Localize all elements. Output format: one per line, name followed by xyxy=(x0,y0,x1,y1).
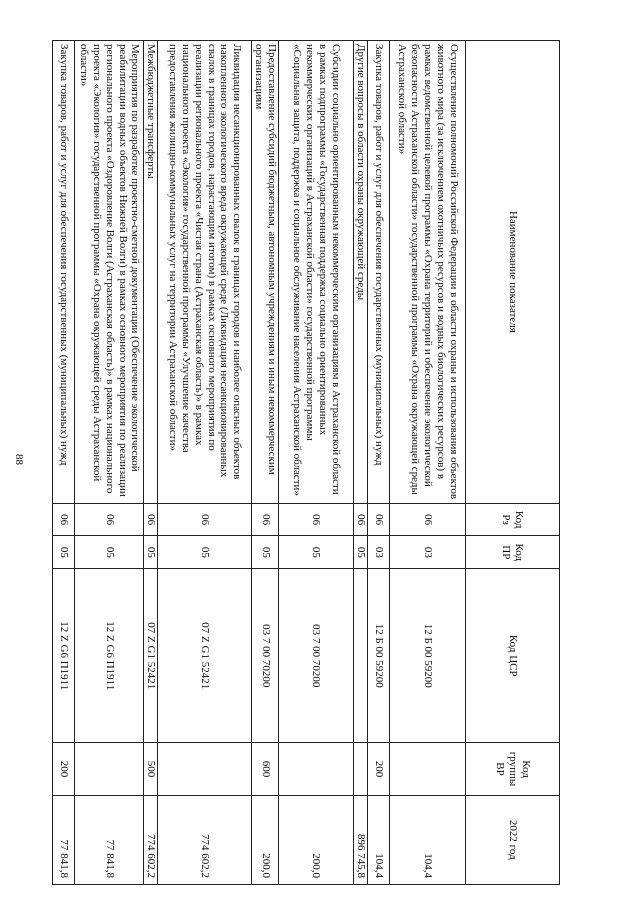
row-pr-cell: 05 xyxy=(354,536,368,569)
row-vr-cell: 500 xyxy=(144,743,158,795)
row-name-cell: Межбюджетные трансферты xyxy=(144,41,158,504)
header-csr: Код ЦСР xyxy=(466,569,560,743)
row-rz-cell: 06 xyxy=(53,503,75,536)
row-amount-cell: 104,4 xyxy=(390,795,466,884)
header-rz: Код Рз xyxy=(466,503,560,536)
table-row xyxy=(158,41,252,885)
row-name-cell: Предоставление субсидий бюджетным, автономным учреждениям и иным некоммерческим организациям xyxy=(252,41,279,504)
table-row xyxy=(144,41,158,885)
row-vr-cell: 600 xyxy=(252,743,279,795)
row-name-cell: Другие вопросы в области охраны окружающей среды xyxy=(354,41,368,504)
row-name-cell: Закупка товаров, работ и услуг для обеспечения государственных (муниципальных) нужд xyxy=(53,41,75,504)
row-amount-cell: 77 841,8 xyxy=(53,795,75,884)
row-name-cell: Осуществление полномочий Российской Федерации в области охраны и использования объектов животного мира (за исключением охотничьих ресурсов и водных биологических ресурсов) в рамках ведомственной целевой программы «Охрана территорий и обеспечение экологической безопасности Астраханской области» государственной программы «Охрана окружающей среды Астраханской области» xyxy=(390,41,466,504)
row-name-cell: Субсидии социально ориентированным некоммерческим организациям в Астраханской области в рамках подпрограммы «Государственная поддержка социально ориентированных некоммерческих организаций в Астраханской области» государственной программы «Социальная защита, поддержка и социальное обслуживание населения Астраханской области» xyxy=(279,41,354,504)
row-amount-cell: 200,0 xyxy=(279,795,354,884)
row-csr-cell: 12 Z G6 П1911 xyxy=(75,569,144,743)
table-row xyxy=(390,41,466,885)
row-vr-cell xyxy=(75,743,144,795)
row-pr-cell: 05 xyxy=(158,536,252,569)
row-csr-cell: 12 Б 00 59200 xyxy=(368,569,390,743)
row-amount-cell: 774 602,2 xyxy=(144,795,158,884)
row-csr-cell xyxy=(354,569,368,743)
row-pr-cell: 05 xyxy=(144,536,158,569)
header-vr: Код группы ВР xyxy=(466,743,560,795)
row-name-cell: Ликвидация несанкционированных свалок в границах городов и наиболее опасных объектов накопленного экологического вреда окружающей среде (Ликвидация несанкционированных свалок в границах городов, нарастающим итогом) в рамках основного мероприятия по реализации регионального проекта «Чистая страна (Астраханская область)» в рамках национального проекта «Экология» государственной программы «Улучшение качества предоставления жилищно-коммунальных услуг на территории Астраханской области» xyxy=(158,41,252,504)
row-amount-cell: 104,4 xyxy=(368,795,390,884)
row-vr-cell: 200 xyxy=(368,743,390,795)
row-vr-cell xyxy=(390,743,466,795)
row-rz-cell: 06 xyxy=(368,503,390,536)
row-pr-cell: 05 xyxy=(53,536,75,569)
row-rz-cell: 06 xyxy=(252,503,279,536)
header-pr: Код ПР xyxy=(466,536,560,569)
row-pr-cell: 05 xyxy=(75,536,144,569)
row-pr-cell: 03 xyxy=(390,536,466,569)
row-pr-cell: 05 xyxy=(252,536,279,569)
row-rz-cell: 06 xyxy=(354,503,368,536)
row-rz-cell: 06 xyxy=(390,503,466,536)
row-csr-cell: 07 Z G1 52421 xyxy=(158,569,252,743)
table-row xyxy=(368,41,390,885)
row-amount-cell: 77 841,8 xyxy=(75,795,144,884)
row-name-cell: Закупка товаров, работ и услуг для обеспечения государственных (муниципальных) нужд xyxy=(368,41,390,504)
table-row xyxy=(279,41,354,885)
row-vr-cell: 200 xyxy=(53,743,75,795)
page-number: 88 xyxy=(13,454,25,465)
row-rz-cell: 06 xyxy=(75,503,144,536)
budget-table-rotated xyxy=(58,40,560,885)
table-row xyxy=(75,41,144,885)
row-csr-cell: 07 Z G1 52421 xyxy=(144,569,158,743)
row-vr-cell xyxy=(279,743,354,795)
row-amount-cell: 896 745,8 xyxy=(354,795,368,884)
row-amount-cell: 774 602,2 xyxy=(158,795,252,884)
table-row xyxy=(53,41,75,885)
row-vr-cell xyxy=(158,743,252,795)
header-name: Наименование показателя xyxy=(466,41,560,504)
header-year: 2022 год xyxy=(466,795,560,884)
row-csr-cell: 03 7 00 70200 xyxy=(252,569,279,743)
table-row xyxy=(354,41,368,885)
row-rz-cell: 06 xyxy=(158,503,252,536)
row-csr-cell: 12 Z G6 П1911 xyxy=(53,569,75,743)
table-header-row xyxy=(466,41,560,885)
row-csr-cell: 03 7 00 70200 xyxy=(279,569,354,743)
row-rz-cell: 06 xyxy=(144,503,158,536)
row-pr-cell: 03 xyxy=(368,536,390,569)
row-csr-cell: 12 Б 00 59200 xyxy=(390,569,466,743)
row-name-cell: Мероприятия по разработке проектно-сметной документации (Обеспечение экологической реабилитации водных объектов Нижней Волги) в рамках основного мероприятия по реализации регионального проекта «Оздоровление Волги (Астраханская область)» в рамках национального проекта «Экология» государственной программы «Охрана окружающей среды Астраханской области» xyxy=(75,41,144,504)
row-amount-cell: 200,0 xyxy=(252,795,279,884)
budget-table xyxy=(52,40,560,885)
row-rz-cell: 06 xyxy=(279,503,354,536)
row-vr-cell xyxy=(354,743,368,795)
row-pr-cell: 05 xyxy=(279,536,354,569)
table-row xyxy=(252,41,279,885)
